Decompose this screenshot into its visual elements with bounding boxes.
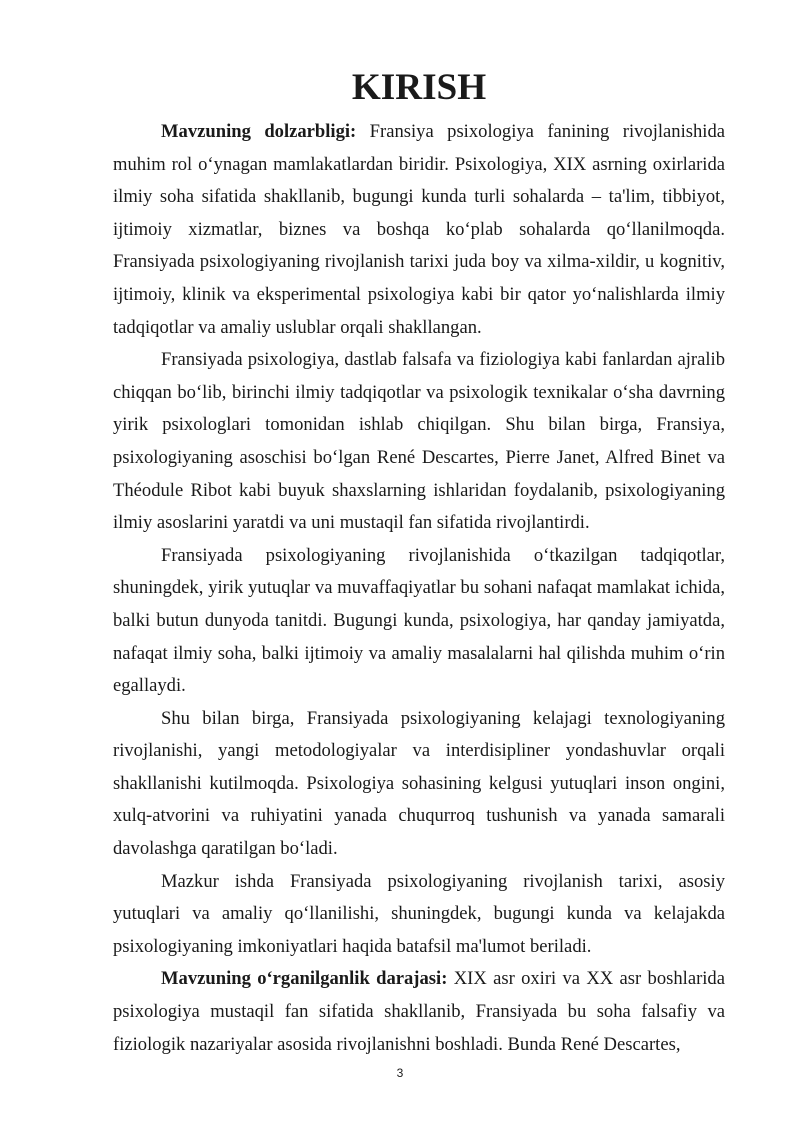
paragraph-text: Fransiyada psixologiya, dastlab falsafa va fiziologiya kabi fanlardan ajralib chiqqan bo‘lib, birinchi ilmiy tadqiqotlar va psixologik texnikalar o‘sha davrning yirik psixologlari tomonidan ishlab chiqilgan. Shu bilan birga, Fransiya, psixologiyaning asoschisi bo‘lgan René Descartes, Pierre Janet, Alfred Binet va Théodule Ribot kabi buyuk shaxslarning ishlaridan foydalanib, psixologiyaning ilmiy asoslarini yaratdi va uni mustaqil fan sifatida rivojlantirdi. xyxy=(113,349,725,534)
paragraph-lead: Mavzuning o‘rganilganlik darajasi: xyxy=(161,968,448,990)
paragraph-future xyxy=(113,703,725,866)
paragraph-text: Mazkur ishda Fransiyada psixologiyaning rivojlanish tarixi, asosiy yutuqlari va amaliy qo‘llanilishi, shuningdek, bugungi kunda va kelajakda psixologiyaning imkoniyatlari haqida batafsil ma'lumot beriladi. xyxy=(113,870,725,957)
paragraph-lead: Mavzuning dolzarbligi: xyxy=(161,121,357,142)
paragraph-text: Fransiya psixologiya fanining rivojlanishida muhim rol o‘ynagan mamlakatlardan biridir. Psixologiya, XIX asrning oxirlarida ilmiy soha sifatida shakllanib, bugungi kunda turli sohalarda – ta'lim, tibbiyot, ijtimoiy xizmatlar, biznes va boshqa ko‘plab sohalarda qo‘llanilmoqda. Fransiyada psixologiyaning rivojlanish tarixi juda boy va xilma-xildir, u kognitiv, ijtimoiy, klinik va eksperimental psixologiya kabi bir qator yo‘nalishlarda ilmiy tadqiqotlar va amaliy uslublar orqali shakllangan. xyxy=(113,121,725,338)
paragraph-study-level xyxy=(113,963,725,1061)
page-title: KIRISH xyxy=(351,67,487,108)
paragraph-origins xyxy=(113,344,725,540)
paragraph-text: Fransiyada psixologiyaning rivojlanishida o‘tkazilgan tadqiqotlar, shuningdek, yirik yutuqlar va muvaffaqiyatlar bu sohani nafaqat mamlakat ichida, balki butun dunyoda tanitdi. Bugungi kunda, psixologiya, har qanday jamiyatda, nafaqat ilmiy soha, balki ijtimoiy va amaliy masalalarni hal qilishda muhim o‘rin egallaydi. xyxy=(113,544,725,697)
paragraph-text: Shu bilan birga, Fransiyada psixologiyaning kelajagi texnologiyaning rivojlanishi, yangi metodologiyalar va interdisipliner yondashuvlar orqali shakllanishi kutilmoqda. Psixologiya sohasining kelgusi yutuqlari inson ongini, xulq-atvorini va ruhiyatini yanada chuqurroq tushunish va yanada samarali davolashga qaratilgan bo‘ladi. xyxy=(113,707,725,860)
paragraph-text: XIX asr oxiri va XX asr boshlarida psixologiya mustaqil fan sifatida shakllanib, Fransiyada bu soha falsafiy va fiziologik nazariyalar asosida rivojlanishni boshladi. Bunda René Descartes, xyxy=(113,968,725,1055)
paragraph-achievements xyxy=(113,540,725,703)
page-body xyxy=(113,67,725,1061)
page-number: 3 xyxy=(396,1066,404,1080)
paragraph-scope xyxy=(113,866,725,964)
paragraph-relevance xyxy=(113,116,725,344)
